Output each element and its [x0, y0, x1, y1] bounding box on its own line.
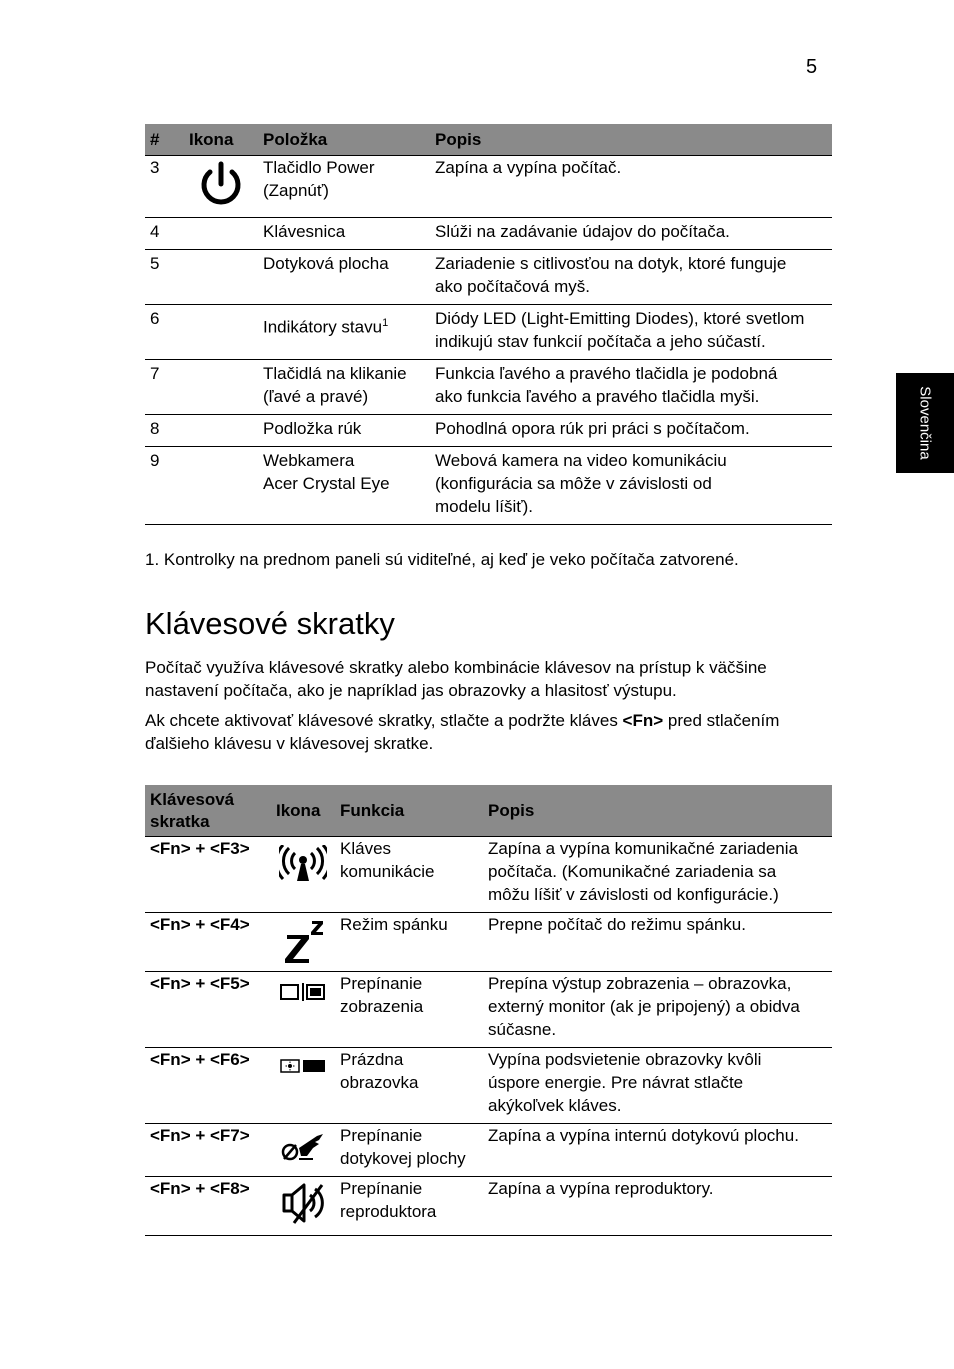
row-num: 5: [145, 250, 184, 305]
table-row: [145, 913, 832, 972]
footnote-marker: 1: [382, 317, 389, 329]
row-num: 8: [145, 415, 184, 447]
row-num: 9: [145, 447, 184, 525]
hotkey-combo: <Fn> + <F7>: [145, 1124, 271, 1177]
table-row: [145, 972, 832, 1048]
function-line: Kláves: [340, 839, 392, 858]
power-icon: [197, 160, 245, 212]
table-row: [145, 156, 832, 218]
instruction-text: pred stlačením ďalšieho klávesu v klávesovej skratke.: [145, 711, 780, 753]
header-icon: Ikona: [271, 785, 335, 837]
table-row: [145, 218, 832, 250]
header-icon: Ikona: [184, 124, 258, 156]
row-desc-line: modelu líšiť).: [435, 497, 534, 516]
row-desc-line: (konfigurácia sa môže v závislosti od: [435, 474, 712, 493]
function-line: dotykovej plochy: [340, 1149, 466, 1168]
desc-line: akýkoľvek kláves.: [488, 1096, 622, 1115]
table-row: [145, 447, 832, 525]
desc-line: môžu líšiť v závislosti od konfigurácie.): [488, 885, 779, 904]
header-desc: Popis: [483, 785, 832, 837]
function-line: Prepínanie: [340, 974, 423, 993]
footnote: 1. Kontrolky na prednom paneli sú viditeľné, aj keď je veko počítača zatvorené.: [145, 550, 739, 569]
row-num: 3: [145, 156, 184, 218]
table-header-row: [145, 785, 832, 837]
function-line: komunikácie: [340, 862, 435, 881]
table-row: [145, 360, 832, 415]
desc-line: počítača. (Komunikačné zariadenia sa: [488, 862, 777, 881]
row-desc-line: ako funkcia ľavého a pravého tlačidla myši.: [435, 387, 760, 406]
hotkeys-table: [145, 785, 832, 1236]
row-item-line: Tlačidlá na klikanie: [263, 364, 407, 383]
instruction-paragraph: [145, 709, 835, 755]
header-num: #: [145, 124, 184, 156]
row-item-line: Tlačidlo Power: [263, 158, 375, 177]
function-line: Prázdna: [340, 1050, 404, 1069]
table-row: [145, 1177, 832, 1236]
desc-line: Zapína a vypína komunikačné zariadenia: [488, 839, 798, 858]
header-function: Funkcia: [335, 785, 483, 837]
row-desc-line: ako počítačová myš.: [435, 277, 590, 296]
header-hotkey: Klávesová skratka: [145, 785, 271, 837]
table-row: [145, 837, 832, 913]
desc-line: Zapína a vypína internú dotykovú plochu.: [488, 1126, 799, 1145]
touchpad-toggle-icon: [279, 1132, 327, 1162]
page-number: 5: [806, 56, 818, 78]
function-line: Prepínanie: [340, 1179, 423, 1198]
row-desc-line: Funkcia ľavého a pravého tlačidla je podobná: [435, 364, 778, 383]
table-row: [145, 1124, 832, 1177]
row-desc-line: Zariadenie s citlivosťou na dotyk, ktoré funguje: [435, 254, 787, 273]
function-line: Režim spánku: [340, 915, 448, 934]
table-row: [145, 305, 832, 360]
language-tab-label: Slovenčina: [916, 386, 934, 460]
desc-line: úspore energie. Pre návrat stlačte: [488, 1073, 744, 1092]
table-row: [145, 1048, 832, 1124]
row-desc-line: indikujú stav funkcií počítača a jeho súčastí.: [435, 332, 766, 351]
row-desc-line: Zapína a vypína počítač.: [435, 158, 622, 177]
row-desc-line: Slúži na zadávanie údajov do počítača.: [435, 222, 730, 241]
table-row: [145, 415, 832, 447]
row-num: 7: [145, 360, 184, 415]
header-desc: Popis: [430, 124, 832, 156]
hotkey-combo: <Fn> + <F8>: [145, 1177, 271, 1236]
sleep-icon: [281, 917, 325, 965]
desc-line: Prepína výstup zobrazenia – obrazovka,: [488, 974, 792, 993]
row-num: 6: [145, 305, 184, 360]
desc-line: súčasne.: [488, 1020, 557, 1039]
speaker-toggle-icon: [280, 1181, 326, 1225]
row-num: 4: [145, 218, 184, 250]
wireless-icon: [279, 845, 327, 885]
function-line: Prepínanie: [340, 1126, 423, 1145]
fn-key-label: <Fn>: [622, 711, 664, 730]
table-header-row: [145, 124, 832, 156]
display-toggle-icon: [279, 982, 327, 1002]
row-item-line: Dotyková plocha: [263, 254, 389, 273]
row-item-line: Webkamera: [263, 451, 355, 470]
intro-paragraph: Počítač využíva klávesové skratky alebo kombinácie klávesov na prístup k väčšine nastavení počítača, ako je napríklad jas obrazovky a hlasitosť výstupu.: [145, 658, 767, 700]
screen-blank-icon: [279, 1058, 327, 1074]
header-item: Položka: [258, 124, 430, 156]
desc-line: Zapína a vypína reproduktory.: [488, 1179, 714, 1198]
row-item-line: Acer Crystal Eye: [263, 474, 390, 493]
function-line: zobrazenia: [340, 997, 424, 1016]
desc-line: externý monitor (ak je pripojený) a obidva: [488, 997, 800, 1016]
hotkey-combo: <Fn> + <F4>: [145, 913, 271, 972]
row-desc-line: Pohodlná opora rúk pri práci s počítačom.: [435, 419, 750, 438]
hotkey-combo: <Fn> + <F3>: [145, 837, 271, 913]
row-item-line: Indikátory stavu: [263, 317, 383, 337]
instruction-text: Ak chcete aktivovať klávesové skratky, stlačte a podržte kláves: [145, 711, 623, 730]
desc-line: Vypína podsvietenie obrazovky kvôli: [488, 1050, 762, 1069]
section-heading: Klávesové skratky: [145, 606, 395, 641]
row-item-line: (Zapnúť): [263, 181, 329, 200]
table-row: [145, 250, 832, 305]
hotkey-combo: <Fn> + <F6>: [145, 1048, 271, 1124]
function-line: obrazovka: [340, 1073, 419, 1092]
function-line: reproduktora: [340, 1202, 437, 1221]
language-tab: [896, 373, 954, 473]
row-item-line: Klávesnica: [263, 222, 346, 241]
components-table: [145, 124, 832, 525]
row-desc-line: Diódy LED (Light-Emitting Diodes), ktoré svetlom: [435, 309, 805, 328]
row-item-line: Podložka rúk: [263, 419, 362, 438]
row-desc-line: Webová kamera na video komunikáciu: [435, 451, 727, 470]
desc-line: Prepne počítač do režimu spánku.: [488, 915, 746, 934]
row-item-line: (ľavé a pravé): [263, 387, 369, 406]
hotkey-combo: <Fn> + <F5>: [145, 972, 271, 1048]
